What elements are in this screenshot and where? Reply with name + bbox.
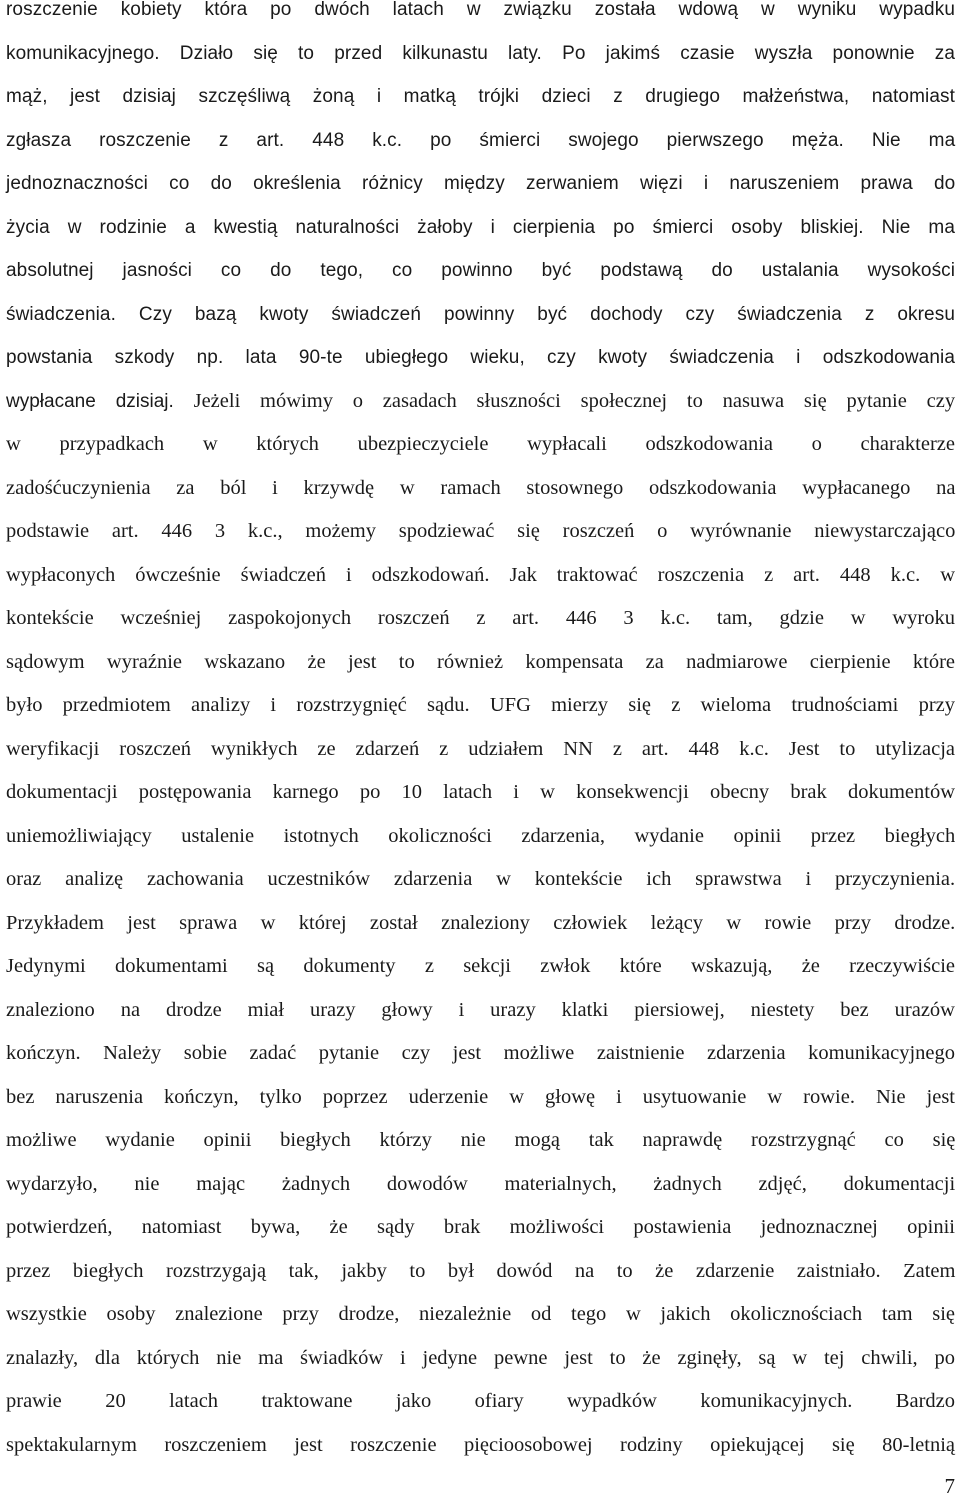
text-line: znalazły, dla których nie ma świadków i jedyne pewne jest to że zginęły, są w tej chwili, po xyxy=(6,1346,955,1369)
text-line: uniemożliwiający ustalenie istotnych okoliczności zdarzenia, wydanie opinii przez biegłych xyxy=(6,824,956,847)
text-line: powstania szkody np. lata 90-te ubiegłego wieku, czy kwoty świadczenia i odszkodowania xyxy=(6,347,955,368)
text-line xyxy=(6,380,955,424)
text-line: świadczenia. Czy bazą kwoty świadczeń powinny być dochody czy świadczenia z okresu xyxy=(6,303,955,325)
body-paragraph xyxy=(6,0,955,1467)
text-line: życia w rodzinie a kwestią naturalności żałoby i cierpienia po śmierci osoby bliskiej. Nie ma xyxy=(6,216,955,238)
text-line: podstawie art. 446 3 k.c., możemy spodziewać się roszczeń o wyrównanie niewystarczająco xyxy=(6,520,956,542)
text-line: w przypadkach w których ubezpieczyciele wypłacali odszkodowania o charakterze xyxy=(6,433,955,455)
text-line: spektakularnym roszczeniem jest roszczenie pięcioosobowej rodziny opiekującej się 80-letnią xyxy=(6,1433,955,1456)
text-line: prawie 20 latach traktowane jako ofiary wypadków komunikacyjnych. Bardzo xyxy=(6,1390,955,1412)
text-line: kontekście wcześniej zaspokojonych roszczeń z art. 446 3 k.c. tam, gdzie w wyroku xyxy=(6,607,955,629)
text-line: kończyn. Należy sobie zadać pytanie czy jest możliwe zaistnienie zdarzenia komunikacyjnego xyxy=(6,1042,955,1064)
text-line: bez naruszenia kończyn, tylko poprzez uderzenie w głowę i usytuowanie w rowie. Nie jest xyxy=(6,1085,955,1108)
text-line: wypłaconych ówcześnie świadczeń i odszkodowań. Jak traktować roszczenia z art. 448 k.c. w xyxy=(6,563,955,586)
text-line: znaleziono na drodze miał urazy głowy i urazy klatki piersiowej, niestety bez urazów xyxy=(6,998,955,1021)
document-page xyxy=(6,0,955,1467)
text-line-sans-part: wypłacane dzisiaj. xyxy=(6,390,174,412)
text-line: potwierdzeń, natomiast bywa, że sądy brak możliwości postawienia jednoznacznej opinii xyxy=(6,1216,955,1238)
text-line-serif-part: Jeżeli mówimy o zasadach słuszności społecznej to nasuwa się pytanie czy xyxy=(173,389,956,412)
text-line: było przedmiotem analizy i rozstrzygnięć sądu. UFG mierzy się z wieloma trudnościami przy xyxy=(6,694,955,716)
text-line: zgłasza roszczenie z art. 448 k.c. po śmierci swojego pierwszego męża. Nie ma xyxy=(6,129,956,151)
text-line: wydarzyło, nie mając żadnych dowodów materialnych, żadnych zdjęć, dokumentacji xyxy=(6,1172,956,1195)
text-line: weryfikacji roszczeń wynikłych ze zdarzeń z udziałem NN z art. 448 k.c. Jest to utylizacja xyxy=(6,737,955,760)
text-line: dokumentacji postępowania karnego po 10 latach i w konsekwencji obecny brak dokumentów xyxy=(6,781,955,803)
text-line: zadośćuczynienia za ból i krzywdę w ramach stosownego odszkodowania wypłacanego na xyxy=(6,476,956,499)
text-line: wszystkie osoby znalezione przy drodze, niezależnie od tego w jakich okolicznościach tam się xyxy=(6,1303,955,1325)
text-line: przez biegłych rozstrzygają tak, jakby to był dowód na to że zdarzenie zaistniało. Zatem xyxy=(6,1259,956,1282)
text-line: mąż, jest dzisiaj szczęśliwą żoną i matką trójki dzieci z drugiego małżeństwa, natomiast xyxy=(6,86,955,107)
text-line: Przykładem jest sprawa w której został znaleziony człowiek leżący w rowie przy drodze. xyxy=(6,911,956,934)
text-line: oraz analizę zachowania uczestników zdarzenia w kontekście ich sprawstwa i przyczynienia. xyxy=(6,868,956,890)
page-number: 7 xyxy=(944,1474,955,1498)
text-line: komunikacyjnego. Działo się to przed kilkunastu laty. Po jakimś czasie wyszła ponownie za xyxy=(6,42,956,64)
text-line: roszczenie kobiety która po dwóch latach w związku została wdową w wyniku wypadku xyxy=(6,0,955,20)
text-line: Jedynymi dokumentami są dokumenty z sekcji zwłok które wskazują, że rzeczywiście xyxy=(6,955,955,977)
text-line: jednoznaczności co do określenia różnicy między zerwaniem więzi i naruszeniem prawa do xyxy=(6,173,956,194)
text-line: sądowym wyraźnie wskazano że jest to również kompensata za nadmiarowe cierpienie które xyxy=(6,650,955,673)
text-line: możliwe wydanie opinii biegłych którzy nie mogą tak naprawdę rozstrzygnąć co się xyxy=(6,1129,956,1151)
text-line: absolutnej jasności co do tego, co powinno być podstawą do ustalania wysokości xyxy=(6,260,956,281)
